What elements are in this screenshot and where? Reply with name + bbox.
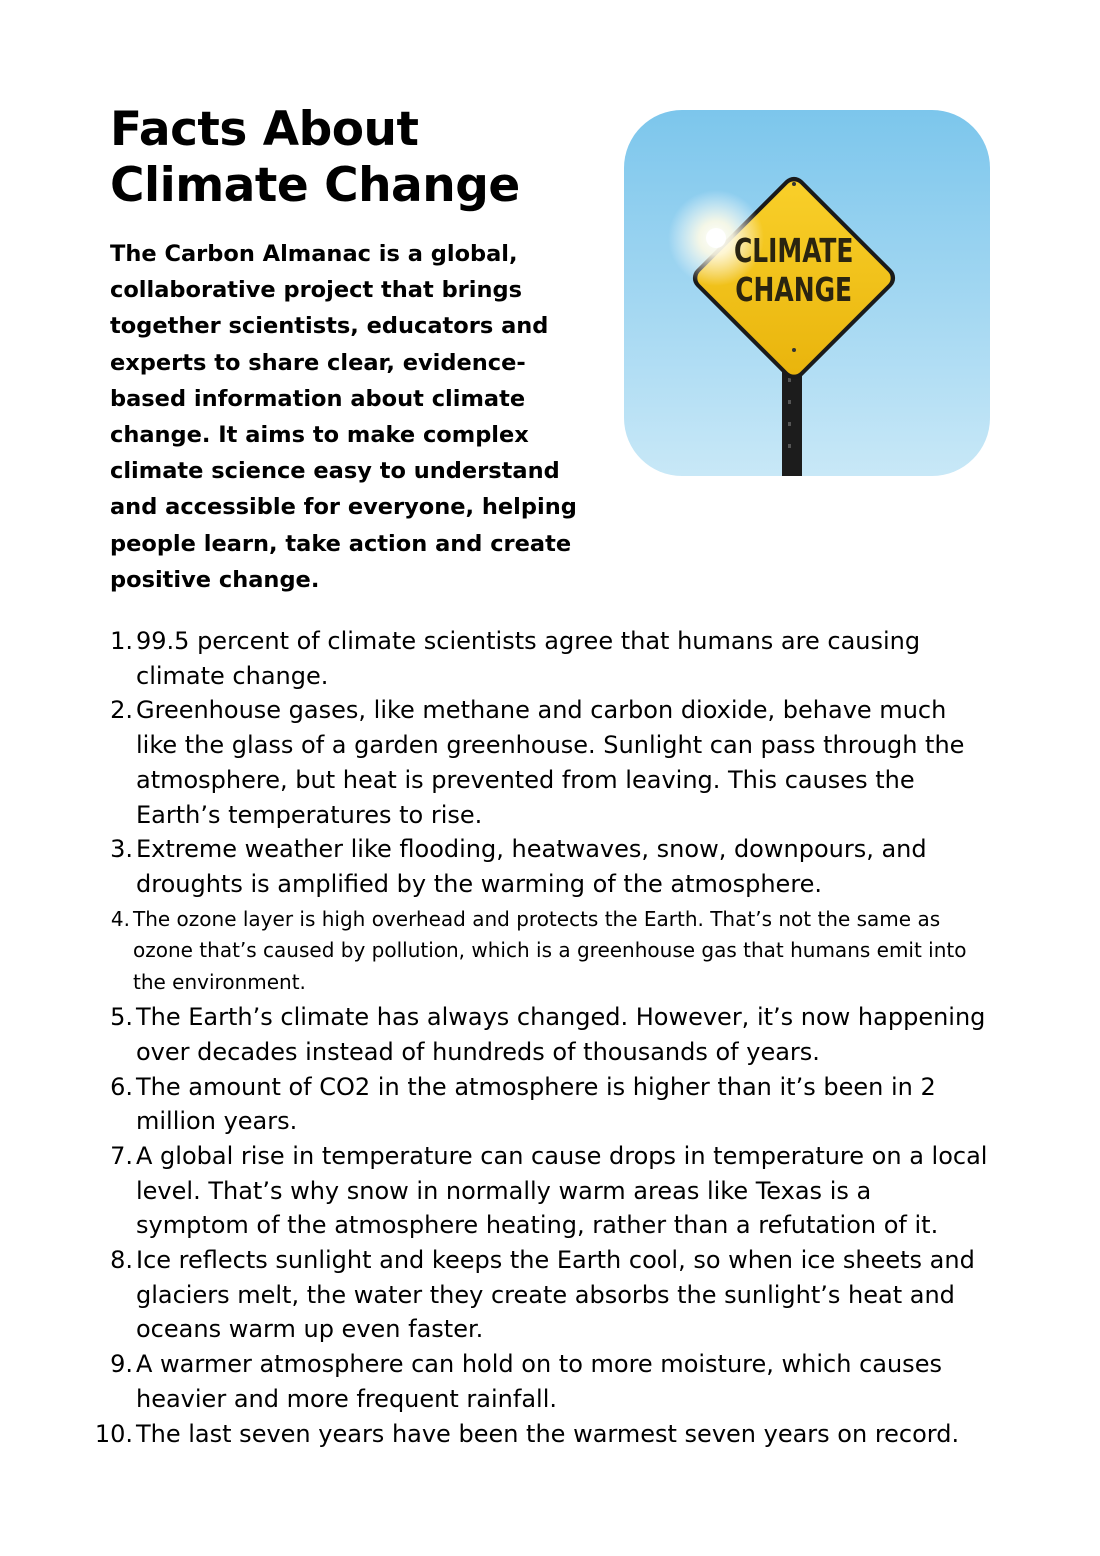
list-number: 10. [94, 1419, 133, 1448]
list-item [0, 1243, 1000, 1347]
list-text: Extreme weather like flooding, heatwaves, snow, downpours, and droughts is amplified by the warming of the atmosphere. [136, 835, 927, 898]
sign-pole [782, 365, 802, 476]
title-line-2: Climate Change [110, 158, 520, 213]
list-item [0, 1139, 1000, 1243]
list-number: 4. [110, 906, 130, 931]
list-number: 2. [110, 696, 133, 725]
list-item [0, 1417, 1000, 1452]
list-item [0, 1000, 1000, 1069]
title-line-1: Facts About [110, 102, 419, 157]
list-item [0, 832, 1000, 901]
sign-text-line-2: CHANGE [735, 271, 853, 310]
list-item [0, 693, 1000, 832]
list-number: 3. [110, 835, 133, 864]
list-number: 6. [110, 1072, 133, 1101]
list-number: 7. [110, 1141, 133, 1170]
list-text: The Earth’s climate has always changed. However, it’s now happening over decades instead of hundreds of thousands of years. [136, 1003, 986, 1066]
list-text: Ice reflects sunlight and keeps the Earth cool, so when ice sheets and glaciers melt, the water they create absorbs the sunlight’s heat and oceans warm up even faster. [136, 1246, 975, 1344]
list-text: Greenhouse gases, like methane and carbon dioxide, behave much like the glass of a garden greenhouse. Sunlight can pass through the atmosphere, but heat is prevented from leaving. This causes the Earth’s temperatures to rise. [136, 696, 965, 829]
list-text: The last seven years have been the warmest seven years on record. [136, 1419, 960, 1448]
list-number: 5. [110, 1003, 133, 1032]
list-text: A global rise in temperature can cause drops in temperature on a local level. That’s why snow in normally warm areas like Texas is a symptom of the atmosphere heating, rather than a refutation of it. [136, 1141, 988, 1240]
list-text: The amount of CO2 in the atmosphere is higher than it’s been in 2 million years. [136, 1072, 936, 1136]
list-item [0, 624, 1000, 693]
list-text: 99.5 percent of climate scientists agree that humans are causing climate change. [136, 627, 921, 690]
list-number: 9. [110, 1350, 133, 1379]
list-number: 1. [110, 627, 133, 655]
climate-change-sign-photo [624, 110, 990, 476]
list-item [0, 904, 1000, 999]
intro-paragraph: The Carbon Almanac is a global, collaborative project that brings together scientists, educators and experts to share clear, evidence-based information about climate change. It aims to make complex climate science easy to understand and accessible for everyone, helping people learn, take action and create positive change. [110, 241, 577, 593]
list-text: The ozone layer is high overhead and protects the Earth. That’s not the same as ozone that’s caused by pollution, which is a greenhouse gas that humans emit into the environment. [133, 906, 967, 994]
list-text: A warmer atmosphere can hold on to more moisture, which causes heavier and more frequent rainfall. [136, 1350, 942, 1413]
page-title [110, 102, 610, 214]
list-item [0, 1070, 1000, 1139]
facts-list [0, 624, 1000, 1451]
sign-text-line-1: CLIMATE [733, 232, 854, 271]
list-item [0, 1347, 1000, 1416]
list-number: 8. [110, 1246, 133, 1275]
